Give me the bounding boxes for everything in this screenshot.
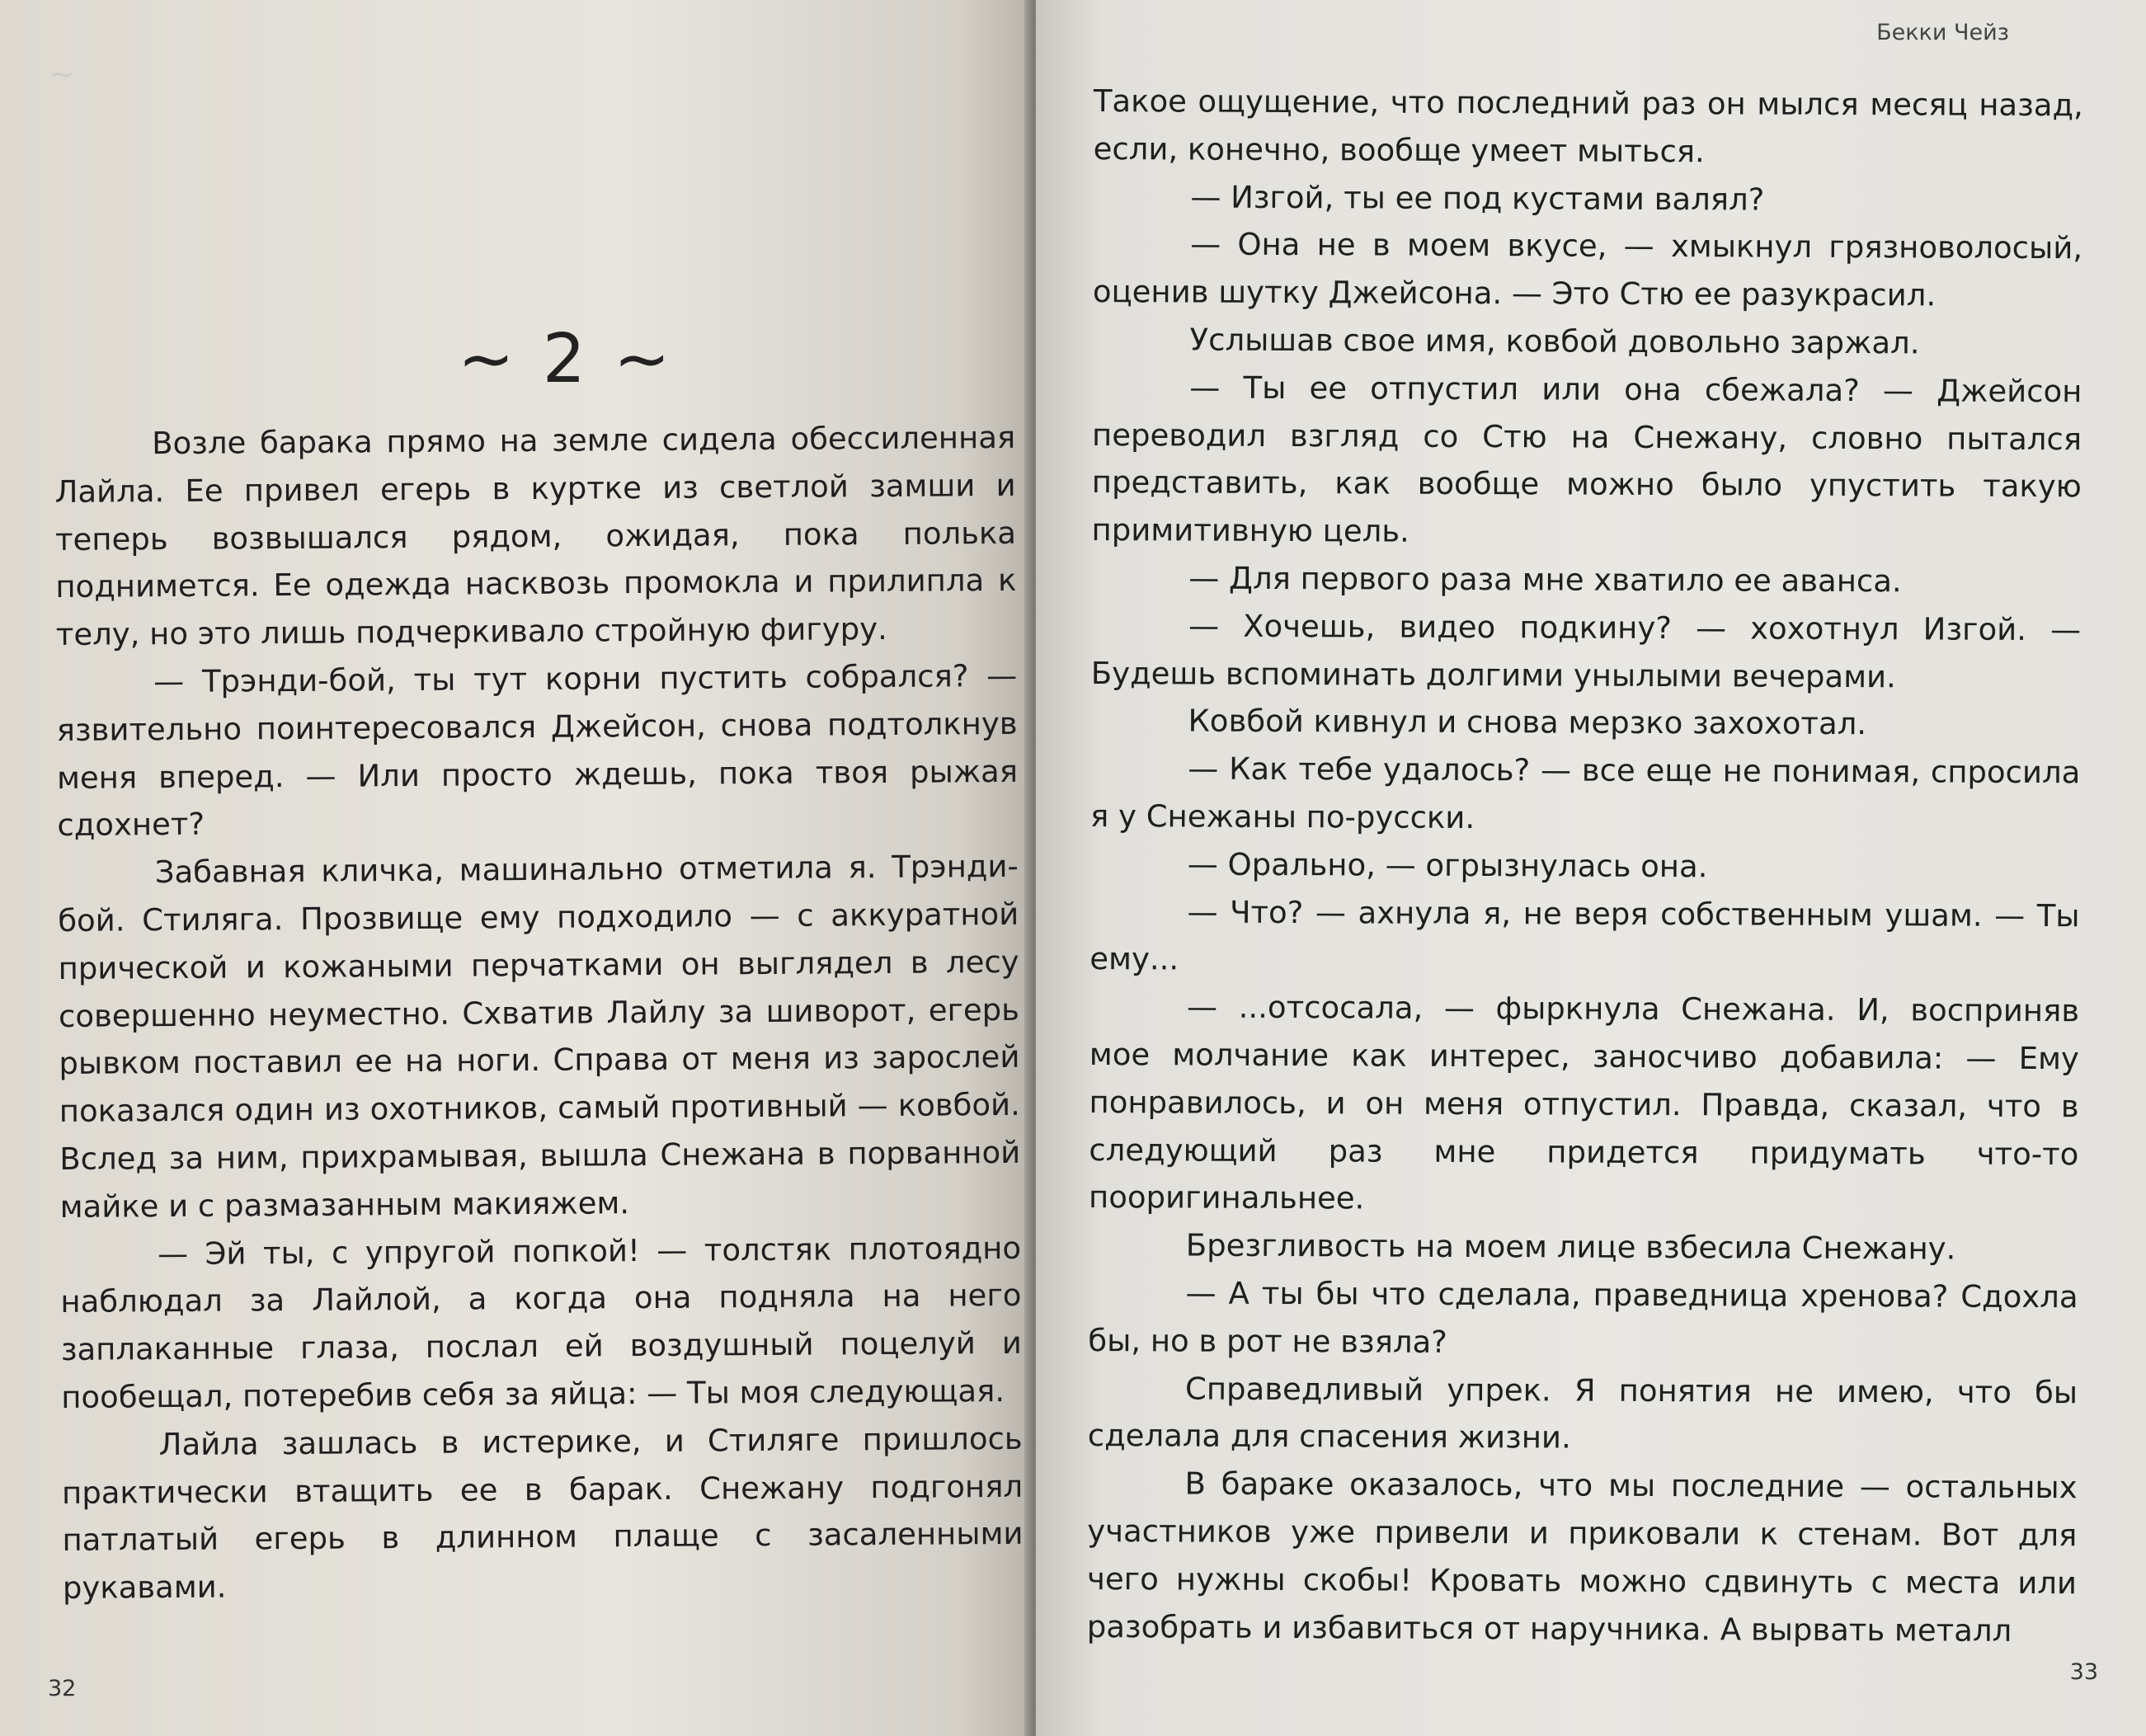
paragraph: Брезгливость на моем лице взбесила Снежану. bbox=[1185, 1227, 1956, 1267]
paragraph: — Как тебе удалось? — все еще не понимая, спросила я у Снежаны по-русски. bbox=[1089, 750, 2081, 835]
paragraph: Возле барака прямо на земле сидела обессиленная Лайла. Ее привел егерь в куртке из светлой замши и теперь возвышался рядом, ожидая, пока полька поднимется. Ее одежда насквозь промокла и прилипла к телу, но это лишь подчеркивало стройную фигуру. bbox=[54, 419, 1017, 653]
paragraph: В бараке оказалось, что мы последние — остальных участников уже привели и приковали к стенам. Вот для чего нужны скобы! Кровать можно сдвинуть с места или разобрать и избавиться от наручника. А вырвать металл bbox=[1086, 1465, 2078, 1649]
paragraph: Лайла зашлась в истерике, и Стиляге пришлось практически втащить ее в барак. Снежану подгонял патлатый егерь в длинном плаще с засаленными рукавами. bbox=[61, 1420, 1024, 1607]
paragraph: — Она не в моем вкусе, — хмыкнул грязноволосый, оценив шутку Джейсона. — Это Стю ее разукрасил. bbox=[1092, 226, 2083, 313]
paragraph: — Для первого раза мне хватило ее аванса. bbox=[1188, 560, 1902, 600]
right-page-text bbox=[1087, 78, 2083, 1655]
paragraph: — ...отсосала, — фыркнула Снежана. И, восприняв мое молчание как интерес, заносчиво добавила: — Ему понравилось, и он меня отпустил. Правда, сказал, что в следующий раз мне придется придумать что-то пооригинальнее. bbox=[1088, 989, 2080, 1216]
paragraph: — Хочешь, видео подкину? — хохотнул Изгой. — Будешь вспоминать долгими унылыми вечерами. bbox=[1090, 608, 2082, 694]
paragraph: Услышав свое имя, ковбой довольно заржал. bbox=[1189, 322, 1920, 361]
paragraph: — Изгой, ты ее под кустами валял? bbox=[1190, 179, 1765, 218]
paragraph: Справедливый упрек. Я понятия не имею, что бы сделала для спасения жизни. bbox=[1087, 1371, 2078, 1456]
page-number-left: 32 bbox=[48, 1676, 77, 1701]
paragraph: Забавная кличка, машинально отметила я. Трэнди-бой. Стиляга. Прозвище ему подходило — с аккуратной прической и кожаными перчатками он выглядел в лесу совершенно неуместно. Схватив Лайлу за шиворот, егерь рывком поставил ее на ноги. Справа от меня из зарослей показался один из охотников, самый противный — ковбой. Вслед за ним, прихрамывая, вышла Снежана в порванной майке и с размазанным макияжем. bbox=[58, 849, 1021, 1225]
paragraph: Такое ощущение, что последний раз он мылся месяц назад, если, конечно, вообще умеет мыться. bbox=[1093, 82, 2083, 170]
page-number-right: 33 bbox=[2069, 1659, 2098, 1685]
paragraph: — Эй ты, с упругой попкой! — толстяк плотоядно наблюдал за Лайлой, а когда она подняла на него заплаканные глаза, послал ей воздушный поцелуй и пообещал, потеребив себя за яйца: — Ты моя следующая. bbox=[60, 1230, 1022, 1415]
paragraph: — Что? — ахнула я, не веря собственным ушам. — Ты ему... bbox=[1089, 894, 2080, 977]
paragraph: — А ты бы что сделала, праведница хренова? Сдохла бы, но в рот не взяла? bbox=[1088, 1275, 2078, 1360]
running-header-author: Бекки Чейз bbox=[1876, 20, 2009, 45]
paragraph: — Ты ее отпустил или она сбежала? — Джейсон переводил взгляд со Стю на Снежану, словно пытался представить, как вообще можно было упустить такую примитивную цель. bbox=[1091, 369, 2082, 549]
chapter-title: ~ 2 ~ bbox=[458, 320, 674, 398]
paragraph: — Орально, — огрызнулась она. bbox=[1187, 846, 1708, 885]
left-page-text bbox=[54, 414, 1024, 1612]
right-page bbox=[1036, 0, 2146, 1736]
paragraph: Ковбой кивнул и снова мерзко захохотал. bbox=[1188, 703, 1867, 742]
paragraph: — Трэнди-бой, ты тут корни пустить собрался? — язвительно поинтересовался Джейсон, снова подтолкнув меня вперед. — Или просто ждешь, пока твоя рыжая сдохнет? bbox=[56, 657, 1019, 844]
left-page: ~ ~ 2 ~ Возле барака прямо на земле сидела обессиленная Лайла. Ее привел егерь в куртке из светлой замши и теперь возвышался рядом, ожидая, пока полька поднимется. Ее одежда насквозь промокла и прилипла к телу, но это лишь подчеркивало стройную фигуру. — Трэнди-бой, ты тут корни пустить собрался? — язвительно поинтересовался Джейсон, снова подтолкнув меня вперед. — Или просто ждешь, пока твоя рыжая сдохнет? Забавная кличка, машинально отметила я. Трэнди-бой. Стиляга. Прозвище ему подходило — с аккуратной прической и кожаными перчатками он выглядел в лесу совершенно неуместно. Схватив Лайлу за шиворот, егерь рывком поставил ее на ноги. Справа от меня из зарослей показался один из охотников, самый противный — ковбой. Вслед за ним, прихрамывая, вышла Снежана в порванной майке и с размазанным макияжем. — Эй ты, с упругой попкой! — толстяк плотоядно наблюдал за Лайлой, а когда она подняла на него заплаканные глаза, послал ей воздушный поцелуй и пообещал, потеребив себя за яйца: — Ты моя следующая. Лайла зашлась в истерике, и Стиляге пришлось практически втащить ее в барак. Снежану подгонял патлатый егерь в длинном плаще с засаленными рукавами. 32 bbox=[0, 0, 1031, 1736]
